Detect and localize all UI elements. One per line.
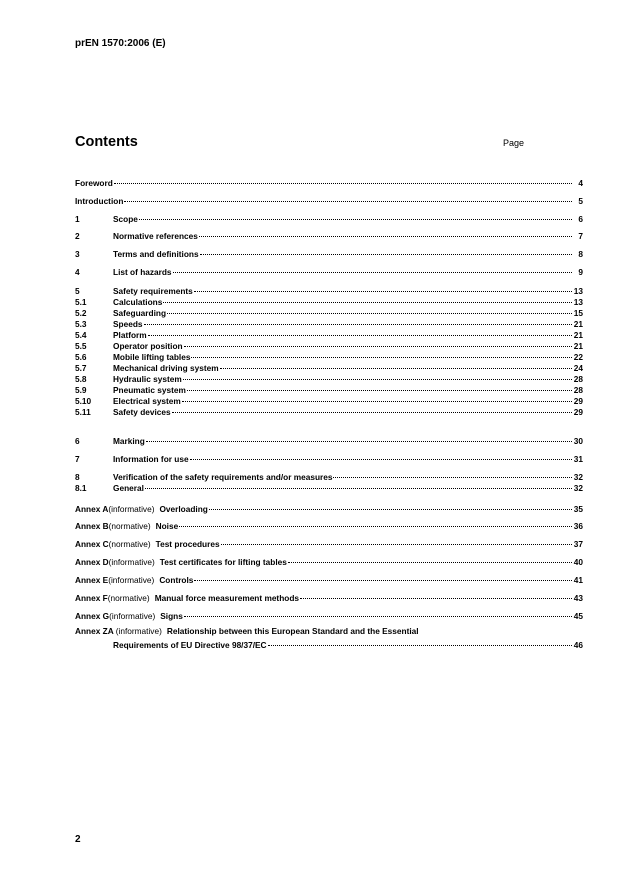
toc-entry-title: Pneumatic system bbox=[113, 385, 186, 395]
toc-dot-leader bbox=[124, 193, 572, 204]
annex-page: 40 bbox=[573, 557, 583, 567]
toc-entry-title: General bbox=[113, 483, 144, 493]
toc-entry-page: 29 bbox=[573, 396, 583, 406]
annex-title-line-1: Relationship between this European Standard and the Essential bbox=[166, 626, 419, 636]
toc-dot-leader bbox=[146, 433, 572, 444]
toc-entry-title: Verification of the safety requirements and/or measures bbox=[113, 472, 333, 482]
toc-entry-page: 28 bbox=[573, 385, 583, 395]
toc-entry[interactable] bbox=[75, 316, 583, 327]
toc-entry-page: 8 bbox=[578, 249, 583, 259]
toc-entry[interactable] bbox=[75, 371, 583, 382]
toc-dot-leader bbox=[194, 283, 572, 294]
toc-dot-leader bbox=[184, 338, 572, 349]
annex-label: Annex A bbox=[75, 504, 109, 514]
toc-entry-page: 31 bbox=[573, 454, 583, 464]
annex-type: (informative) bbox=[108, 575, 155, 585]
toc-entry[interactable] bbox=[75, 469, 583, 480]
toc-entry-number: 5.6 bbox=[75, 352, 87, 362]
toc-entry[interactable] bbox=[75, 211, 583, 222]
toc-entry-number: 5.8 bbox=[75, 374, 87, 384]
toc-entry-title: Electrical system bbox=[113, 396, 181, 406]
toc-entry-title: Information for use bbox=[113, 454, 189, 464]
toc-annex-entry[interactable] bbox=[75, 518, 583, 529]
toc-dot-leader bbox=[288, 554, 572, 565]
toc-dot-leader bbox=[182, 393, 572, 404]
toc-entry[interactable] bbox=[75, 264, 583, 275]
toc-dot-leader bbox=[221, 536, 572, 547]
toc-entry-page: 30 bbox=[573, 436, 583, 446]
toc-dot-leader bbox=[172, 404, 572, 415]
toc-annex-entry[interactable] bbox=[75, 590, 583, 601]
toc-dot-leader bbox=[209, 501, 572, 512]
annex-page: 36 bbox=[573, 521, 583, 531]
toc-entry-title: Speeds bbox=[113, 319, 143, 329]
toc-entry[interactable] bbox=[75, 480, 583, 491]
toc-entry-page: 13 bbox=[573, 286, 583, 296]
toc-entry-title: Mobile lifting tables bbox=[113, 352, 191, 362]
toc-dot-leader bbox=[139, 211, 572, 222]
toc-entry-page: 32 bbox=[573, 483, 583, 493]
annex-title: Noise bbox=[155, 521, 179, 531]
toc-dot-leader bbox=[268, 637, 572, 648]
toc-entry-page: 28 bbox=[573, 374, 583, 384]
toc-entry-number: 5.1 bbox=[75, 297, 87, 307]
toc-entry-title: Terms and definitions bbox=[113, 249, 199, 259]
toc-entry-page: 13 bbox=[573, 297, 583, 307]
toc-entry-title: Normative references bbox=[113, 231, 198, 241]
toc-entry[interactable] bbox=[75, 246, 583, 257]
toc-dot-leader bbox=[220, 360, 572, 371]
toc-entry-title: Safeguarding bbox=[113, 308, 167, 318]
page-column-label: Page bbox=[503, 138, 525, 148]
toc-dot-leader bbox=[187, 382, 572, 393]
toc-dot-leader bbox=[184, 608, 572, 619]
toc-dot-leader bbox=[194, 572, 572, 583]
toc-dot-leader bbox=[200, 246, 572, 257]
toc-annex-entry[interactable] bbox=[75, 554, 583, 565]
annex-title-line-2: Requirements of EU Directive 98/37/EC bbox=[113, 640, 267, 650]
toc-dot-leader bbox=[148, 327, 572, 338]
annex-label: Annex ZA bbox=[75, 626, 114, 636]
toc-entry-number: 3 bbox=[75, 249, 80, 259]
annex-label: Annex E bbox=[75, 575, 109, 585]
page-number: 2 bbox=[75, 834, 81, 845]
annex-label: Annex B bbox=[75, 521, 109, 531]
toc-entry-title: Calculations bbox=[113, 297, 163, 307]
toc-entry-page: 32 bbox=[573, 472, 583, 482]
toc-dot-leader bbox=[191, 349, 572, 360]
annex-label: Annex F bbox=[75, 593, 108, 603]
toc-annex-entry[interactable] bbox=[75, 501, 583, 512]
toc-entry-number: 5.3 bbox=[75, 319, 87, 329]
toc-entry-title: Safety devices bbox=[113, 407, 171, 417]
toc-annex-entry[interactable] bbox=[75, 608, 583, 619]
annex-label: Annex D bbox=[75, 557, 109, 567]
toc-entry-page: 21 bbox=[573, 341, 583, 351]
toc-entry-number: 5.5 bbox=[75, 341, 87, 351]
annex-title: Signs bbox=[160, 611, 183, 621]
toc-dot-leader bbox=[300, 590, 572, 601]
toc-entry[interactable] bbox=[75, 451, 583, 462]
toc-entry[interactable] bbox=[75, 433, 583, 444]
annex-page: 41 bbox=[573, 575, 583, 585]
toc-entry[interactable] bbox=[75, 360, 583, 371]
toc-entry-page: 9 bbox=[578, 267, 583, 277]
toc-entry-title: Platform bbox=[113, 330, 147, 340]
toc-entry-number: 5.7 bbox=[75, 363, 87, 373]
annex-title: Manual force measurement methods bbox=[154, 593, 300, 603]
toc-entry-number: 8.1 bbox=[75, 483, 87, 493]
annex-type: (informative) bbox=[115, 626, 162, 636]
toc-entry[interactable] bbox=[75, 193, 583, 204]
toc-entry-page: 21 bbox=[573, 319, 583, 329]
toc-entry-number: 5.4 bbox=[75, 330, 87, 340]
toc-entry-page: 22 bbox=[573, 352, 583, 362]
toc-entry-page: 24 bbox=[573, 363, 583, 373]
toc-entry-page: 5 bbox=[578, 196, 583, 206]
document-id-header: prEN 1570:2006 (E) bbox=[75, 38, 166, 49]
contents-title: Contents bbox=[75, 134, 138, 150]
annex-type: (normative) bbox=[108, 521, 151, 531]
toc-entry[interactable] bbox=[75, 349, 583, 360]
toc-entry[interactable] bbox=[75, 228, 583, 239]
annex-label: Annex C bbox=[75, 539, 109, 549]
toc-entry-page: 7 bbox=[578, 231, 583, 241]
toc-entry-title: Operator position bbox=[113, 341, 183, 351]
toc-entry-title: Scope bbox=[113, 214, 138, 224]
toc-annex-entry[interactable] bbox=[75, 536, 583, 547]
toc-dot-leader bbox=[333, 469, 572, 480]
toc-entry-number: 4 bbox=[75, 267, 80, 277]
toc-dot-leader bbox=[190, 451, 572, 462]
toc-dot-leader bbox=[144, 316, 572, 327]
toc-dot-leader bbox=[173, 264, 572, 275]
toc-entry[interactable] bbox=[75, 294, 583, 305]
toc-entry-number: 6 bbox=[75, 436, 80, 446]
toc-entry[interactable] bbox=[75, 283, 583, 294]
annex-page: 46 bbox=[573, 640, 583, 650]
toc-entry-number: 5.9 bbox=[75, 385, 87, 395]
toc-entry[interactable] bbox=[75, 382, 583, 393]
toc-dot-leader bbox=[167, 305, 572, 316]
toc-dot-leader bbox=[145, 480, 572, 491]
toc-entry-title: Safety requirements bbox=[113, 286, 193, 296]
annex-title: Test procedures bbox=[155, 539, 220, 549]
toc-entry[interactable] bbox=[75, 393, 583, 404]
annex-type: (normative) bbox=[108, 539, 151, 549]
annex-type: (normative) bbox=[107, 593, 150, 603]
toc-entry[interactable] bbox=[75, 305, 583, 316]
toc-entry-number: 5.10 bbox=[75, 396, 92, 406]
annex-label: Annex G bbox=[75, 611, 110, 621]
toc-entry[interactable] bbox=[75, 404, 583, 415]
toc-entry-title: Hydraulic system bbox=[113, 374, 182, 384]
toc-dot-leader bbox=[183, 371, 572, 382]
toc-annex-za-entry[interactable] bbox=[75, 626, 583, 637]
toc-entry[interactable] bbox=[75, 175, 583, 186]
toc-entry-title: List of hazards bbox=[113, 267, 172, 277]
toc-entry-number: 5.2 bbox=[75, 308, 87, 318]
annex-page: 37 bbox=[573, 539, 583, 549]
annex-title: Overloading bbox=[159, 504, 208, 514]
annex-type: (informative) bbox=[109, 611, 156, 621]
annex-page: 35 bbox=[573, 504, 583, 514]
annex-title: Controls bbox=[159, 575, 194, 585]
toc-entry-page: 29 bbox=[573, 407, 583, 417]
toc-entry-page: 15 bbox=[573, 308, 583, 318]
toc-entry-number: 7 bbox=[75, 454, 80, 464]
toc-entry-number: 1 bbox=[75, 214, 80, 224]
toc-entry-title: Mechanical driving system bbox=[113, 363, 219, 373]
annex-type: (informative) bbox=[108, 557, 155, 567]
toc-entry-number: 2 bbox=[75, 231, 80, 241]
toc-entry-number: 8 bbox=[75, 472, 80, 482]
toc-dot-leader bbox=[199, 228, 572, 239]
toc-entry-number: 5 bbox=[75, 286, 80, 296]
toc-dot-leader bbox=[114, 175, 572, 186]
toc-entry-page: 21 bbox=[573, 330, 583, 340]
toc-entry-title: Foreword bbox=[75, 178, 113, 188]
annex-title: Test certificates for lifting tables bbox=[159, 557, 287, 567]
toc-entry-page: 6 bbox=[578, 214, 583, 224]
toc-entry-title: Introduction bbox=[75, 196, 124, 206]
annex-page: 43 bbox=[573, 593, 583, 603]
toc-entry[interactable] bbox=[75, 338, 583, 349]
toc-dot-leader bbox=[179, 518, 572, 529]
toc-entry-page: 4 bbox=[578, 178, 583, 188]
toc-annex-za-continuation bbox=[113, 637, 583, 648]
toc-entry-title: Marking bbox=[113, 436, 145, 446]
toc-entry[interactable] bbox=[75, 327, 583, 338]
annex-page: 45 bbox=[573, 611, 583, 621]
toc-dot-leader bbox=[163, 294, 572, 305]
toc-annex-entry[interactable] bbox=[75, 572, 583, 583]
annex-type: (informative) bbox=[108, 504, 155, 514]
toc-entry-number: 5.11 bbox=[75, 407, 91, 417]
